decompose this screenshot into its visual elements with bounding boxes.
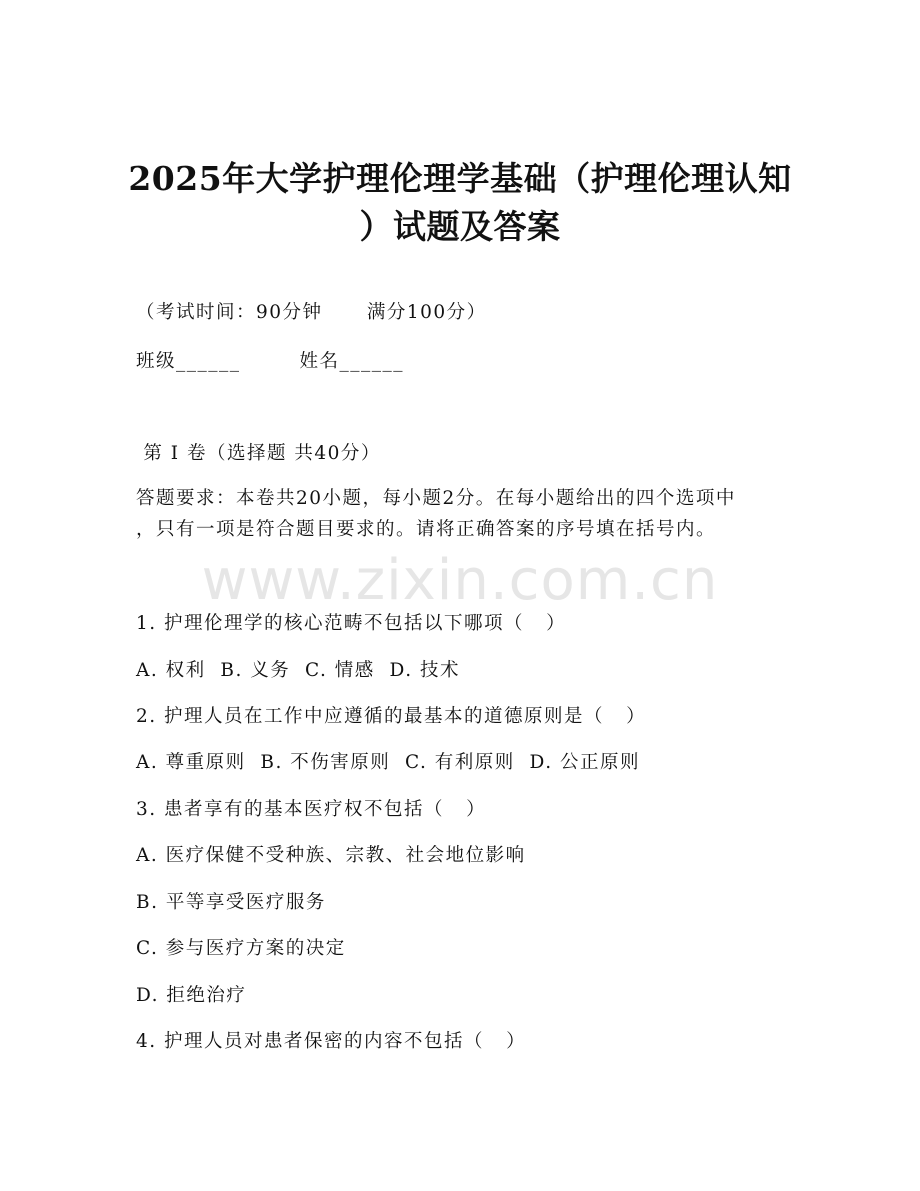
section-header: 第 I 卷（选择题 共40分） (136, 443, 381, 464)
question-3-stem: 3. 患者享有的基本医疗权不包括（ ） (136, 799, 487, 820)
instructions-line-1: 答题要求：本卷共20小题，每小题2分。在每小题给出的四个选项中 (136, 488, 736, 509)
question-1-options: A. 权利 B. 义务 C. 情感 D. 技术 (136, 660, 460, 681)
document-title-line-2: ）试题及答案 (359, 207, 561, 246)
question-2-stem: 2. 护理人员在工作中应遵循的最基本的道德原则是（ ） (136, 706, 647, 727)
question-3-option-b: B. 平等享受医疗服务 (136, 892, 326, 913)
class-name-line: 班级______ 姓名______ (136, 351, 405, 372)
question-2-options: A. 尊重原则 B. 不伤害原则 C. 有利原则 D. 公正原则 (136, 752, 640, 773)
question-3-option-d: D. 拒绝治疗 (136, 985, 247, 1006)
question-3-option-a: A. 医疗保健不受种族、宗教、社会地位影响 (136, 845, 526, 866)
question-4-stem: 4. 护理人员对患者保密的内容不包括（ ） (136, 1031, 527, 1052)
document-title-line-1: 2025年大学护理伦理学基础（护理伦理认知 (128, 159, 792, 198)
question-3-option-c: C. 参与医疗方案的决定 (136, 938, 346, 959)
exam-info: （考试时间：90分钟 满分100分） (136, 302, 487, 323)
instructions-line-2: ，只有一项是符合题目要求的。请将正确答案的序号填在括号内。 (136, 519, 717, 540)
watermark: www.zixin.com.cn (201, 548, 719, 613)
question-1-stem: 1. 护理伦理学的核心范畴不包括以下哪项（ ） (136, 613, 567, 634)
